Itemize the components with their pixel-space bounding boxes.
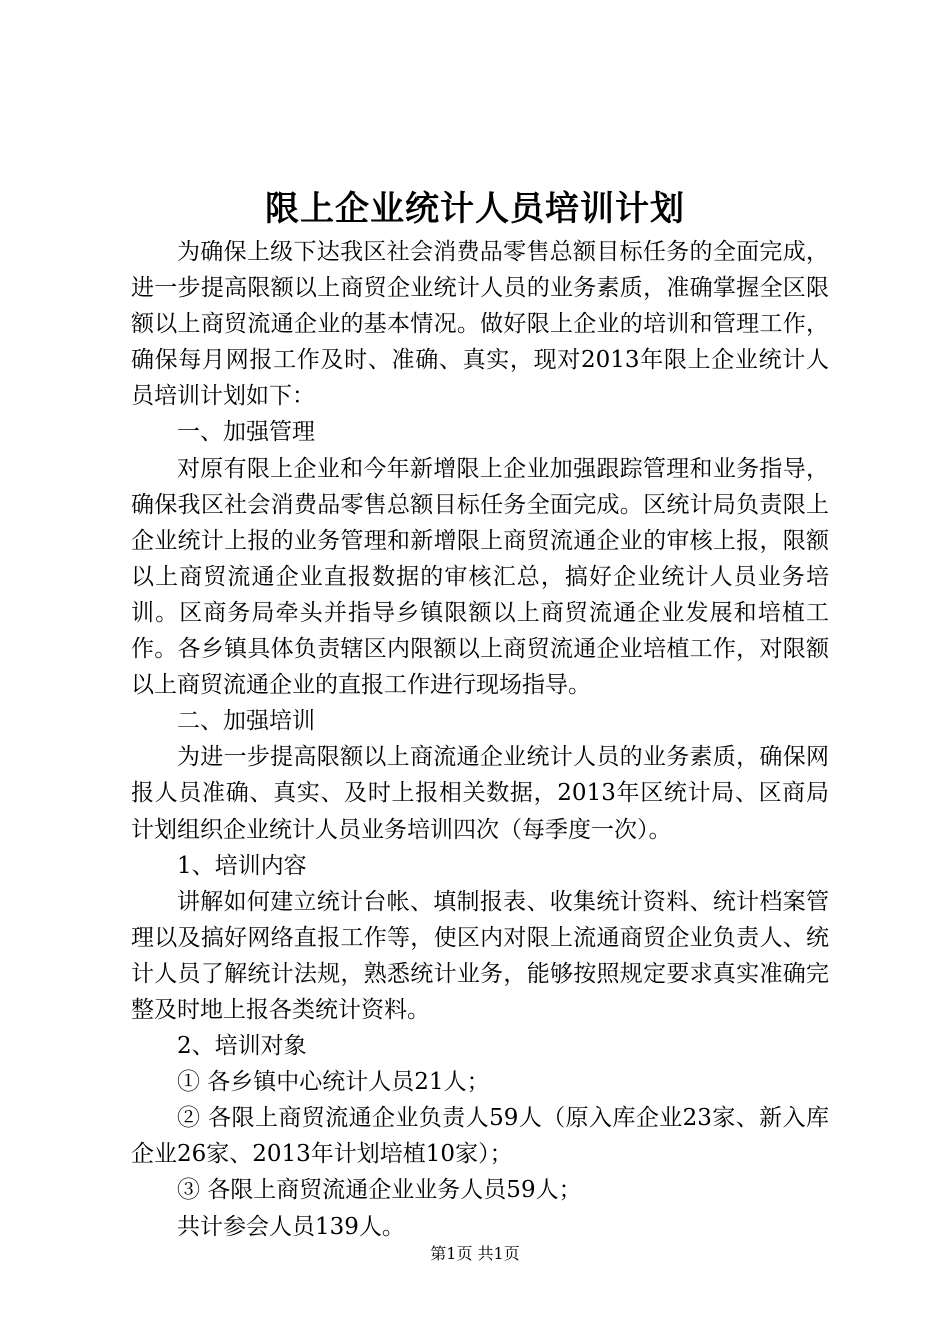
intro-paragraph: 为确保上级下达我区社会消费品零售总额目标任务的全面完成，进一步提高限额以上商贸企业统计人员的业务素质，准确掌握全区限额以上商贸流通企业的基本情况。做好限上企业的培训和管理工作，确保每月网报工作及时、准确、真实，现对2013年限上企业统计人员培训计划如下：	[131, 239, 829, 410]
target-item-3: ③ 各限上商贸流通企业业务人员59人；	[177, 1177, 582, 1204]
training-content-paragraph: 讲解如何建立统计台帐、填制报表、收集统计资料、统计档案管理以及搞好网络直报工作等，使区内对限上流通商贸企业负责人、统计人员了解统计法规，熟悉统计业务，能够按照规定要求真实准确完整及时地上报各类统计资料。	[131, 888, 829, 1023]
document-title: 限上企业统计人员培训计划	[265, 189, 685, 229]
training-paragraph: 为进一步提高限额以上商流通企业统计人员的业务素质，确保网报人员准确、真实、及时上报相关数据，2013年区统计局、区商局计划组织企业统计人员业务培训四次（每季度一次）。	[131, 744, 829, 843]
subheading-training-targets: 2、培训对象	[177, 1033, 307, 1060]
section-heading-management: 一、加强管理	[177, 419, 315, 446]
target-item-2: ② 各限上商贸流通企业负责人59人（原入库企业23家、新入库企业26家、2013年计划培植10家）；	[131, 1105, 829, 1168]
subheading-training-content: 1、培训内容	[177, 852, 307, 879]
page-footer: 第1页 共1页	[430, 1244, 520, 1263]
management-paragraph: 对原有限上企业和今年新增限上企业加强跟踪管理和业务指导，确保我区社会消费品零售总额目标任务全面完成。区统计局负责限上企业统计上报的业务管理和新增限上商贸流通企业的审核上报，限额以上商贸流通企业直报数据的审核汇总，搞好企业统计人员业务培训。区商务局牵头并指导乡镇限额以上商贸流通企业发展和培植工作。各乡镇具体负责辖区内限额以上商贸流通企业培植工作，对限额以上商贸流通企业的直报工作进行现场指导。	[131, 455, 829, 699]
document-body	[131, 234, 829, 1245]
total-attendees: 共计参会人员139人。	[177, 1213, 405, 1240]
target-item-1: ① 各乡镇中心统计人员21人；	[177, 1069, 490, 1096]
section-heading-training: 二、加强培训	[177, 708, 315, 735]
